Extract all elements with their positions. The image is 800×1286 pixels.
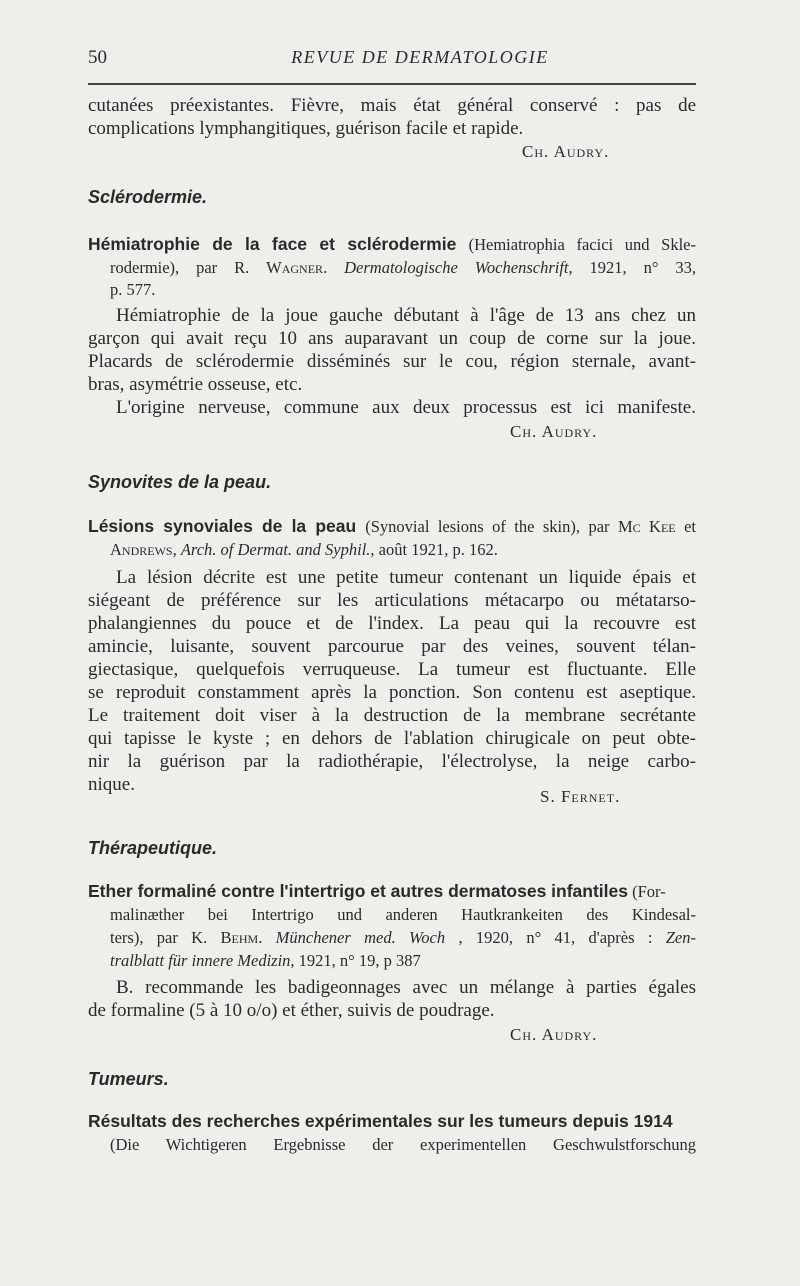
body-2-line-8: qui tapisse le kyste ; en dehors de l'ablation chirugicale on peut obte- xyxy=(88,728,696,749)
article-ref-3-line2: malinæther bei Intertrigo und anderen Hautkrankeiten des Kindesal- xyxy=(110,905,696,924)
body-2-line-9: nir la guérison par la radiothérapie, l'électrolyse, la neige carbo- xyxy=(88,751,696,772)
article-ref-1-line2 xyxy=(110,256,696,279)
ref-journal: Arch. of Dermat. and Syphil. xyxy=(180,540,371,559)
article-title: Hémiatrophie de la face et sclérodermie xyxy=(88,234,457,254)
ref-text: . xyxy=(323,258,345,277)
body-3-line-1: B. recommande les badigeonnages avec un mélange à parties égales xyxy=(116,977,696,998)
article-ref-3-line3 xyxy=(110,926,696,949)
ref-text: , xyxy=(172,540,181,559)
section-heading-tumeurs: Tumeurs. xyxy=(88,1069,169,1089)
article-ref-4-line2: (Die Wichtigeren Ergebnisse der experimentellen Geschwulstforschung xyxy=(110,1135,696,1154)
article-title: Résultats des recherches expérimentales sur les tumeurs depuis 1914 xyxy=(88,1111,673,1131)
body-1-line-5: L'origine nerveuse, commune aux deux processus est ici manifeste. xyxy=(116,397,696,418)
section-heading-synovites: Synovites de la peau. xyxy=(88,472,272,492)
ref-text: , août 1921, p. 162. xyxy=(370,540,498,559)
ref-text: (For- xyxy=(628,882,666,901)
ref-journal: Zen- xyxy=(665,928,696,947)
ref-author: Andrews xyxy=(110,540,173,559)
body-1-line-4: bras, asymétrie osseuse, etc. xyxy=(88,374,303,395)
intro-signature: Ch. Audry. xyxy=(522,142,610,161)
ref-author: Behm xyxy=(220,928,259,947)
ref-text: , 1921, n° 19, p 387 xyxy=(290,951,421,970)
signature-3: Ch. Audry. xyxy=(510,1025,598,1044)
body-2-line-7: Le traitement doit viser à la destruction de la membrane secrétante xyxy=(88,705,696,726)
ref-text: (Synovial lesions of the skin), par xyxy=(365,517,618,536)
intro-line-1: cutanées préexistantes. Fièvre, mais état général conservé : pas de xyxy=(88,95,696,116)
body-2-line-1: La lésion décrite est une petite tumeur contenant un liquide épais et xyxy=(116,567,696,588)
body-3-line-2: de formaline (5 à 10 o/o) et éther, suivis de poudrage. xyxy=(88,1000,495,1021)
ref-journal: Münchener med. Woch xyxy=(275,928,446,947)
body-1-line-3: Placards de sclérodermie disséminés sur le cou, région sternale, avant- xyxy=(88,351,696,372)
body-2-line-4: amincie, luisante, souvent parcourue par des veines, souvent télan- xyxy=(88,636,696,657)
ref-author: Mc Kee xyxy=(617,517,676,536)
running-title: REVUE DE DERMATOLOGIE xyxy=(291,47,549,67)
body-2-line-10: nique. xyxy=(88,774,135,795)
body-1-line-1: Hémiatrophie de la joue gauche débutant à l'âge de 13 ans chez un xyxy=(116,305,696,326)
page-number: 50 xyxy=(88,47,107,68)
article-ref-1 xyxy=(88,233,696,256)
ref-journal: Dermatologische Wochenschrift xyxy=(344,258,569,277)
ref-text: et xyxy=(675,517,696,536)
signature-1: Ch. Audry. xyxy=(510,422,598,441)
article-title: Ether formaliné contre l'intertrigo et autres dermatoses infantiles xyxy=(88,881,628,901)
ref-author: Wagner xyxy=(266,258,324,277)
article-ref-3 xyxy=(88,880,696,903)
ref-text: ters), par K. xyxy=(110,928,221,947)
intro-line-2: complications lymphangitiques, guérison facile et rapide. xyxy=(88,118,524,139)
body-1-line-2: garçon qui avait reçu 10 ans auparavant un coup de corne sur la joue. xyxy=(88,328,696,349)
ref-text: , 1920, n° 41, d'après : xyxy=(445,928,666,947)
section-heading-therapeutique: Thérapeutique. xyxy=(88,838,218,858)
article-ref-4 xyxy=(88,1110,696,1133)
article-ref-1-line3: p. 577. xyxy=(110,280,156,299)
ref-journal: tralblatt für innere Medizin xyxy=(110,951,291,970)
article-ref-2-line2 xyxy=(110,538,718,561)
signature-2: S. Fernet. xyxy=(540,787,621,806)
ref-text: . xyxy=(258,928,276,947)
body-2-line-6: se reproduit constamment après la ponction. Son contenu est aseptique. xyxy=(88,682,696,703)
article-ref-3-line4 xyxy=(110,949,718,972)
body-2-line-3: phalangiennes du pouce et de l'index. La peau qui la recouvre est xyxy=(88,613,696,634)
article-title: Lésions synoviales de la peau xyxy=(88,516,357,536)
ref-text: (Hemiatrophia facici und Skle- xyxy=(468,235,696,254)
ref-text: rodermie), par R. xyxy=(110,258,267,277)
body-2-line-5: giectasique, quelquefois verruqueuse. La tumeur est fluctuante. Elle xyxy=(88,659,696,680)
article-ref-2 xyxy=(88,515,696,538)
body-2-line-2: siégeant de préférence sur les articulations métacarpo ou métatarso- xyxy=(88,590,696,611)
section-heading-sclerodermie: Sclérodermie. xyxy=(88,187,208,207)
header-rule xyxy=(88,83,696,85)
ref-text: , 1921, n° 33, xyxy=(568,258,697,277)
